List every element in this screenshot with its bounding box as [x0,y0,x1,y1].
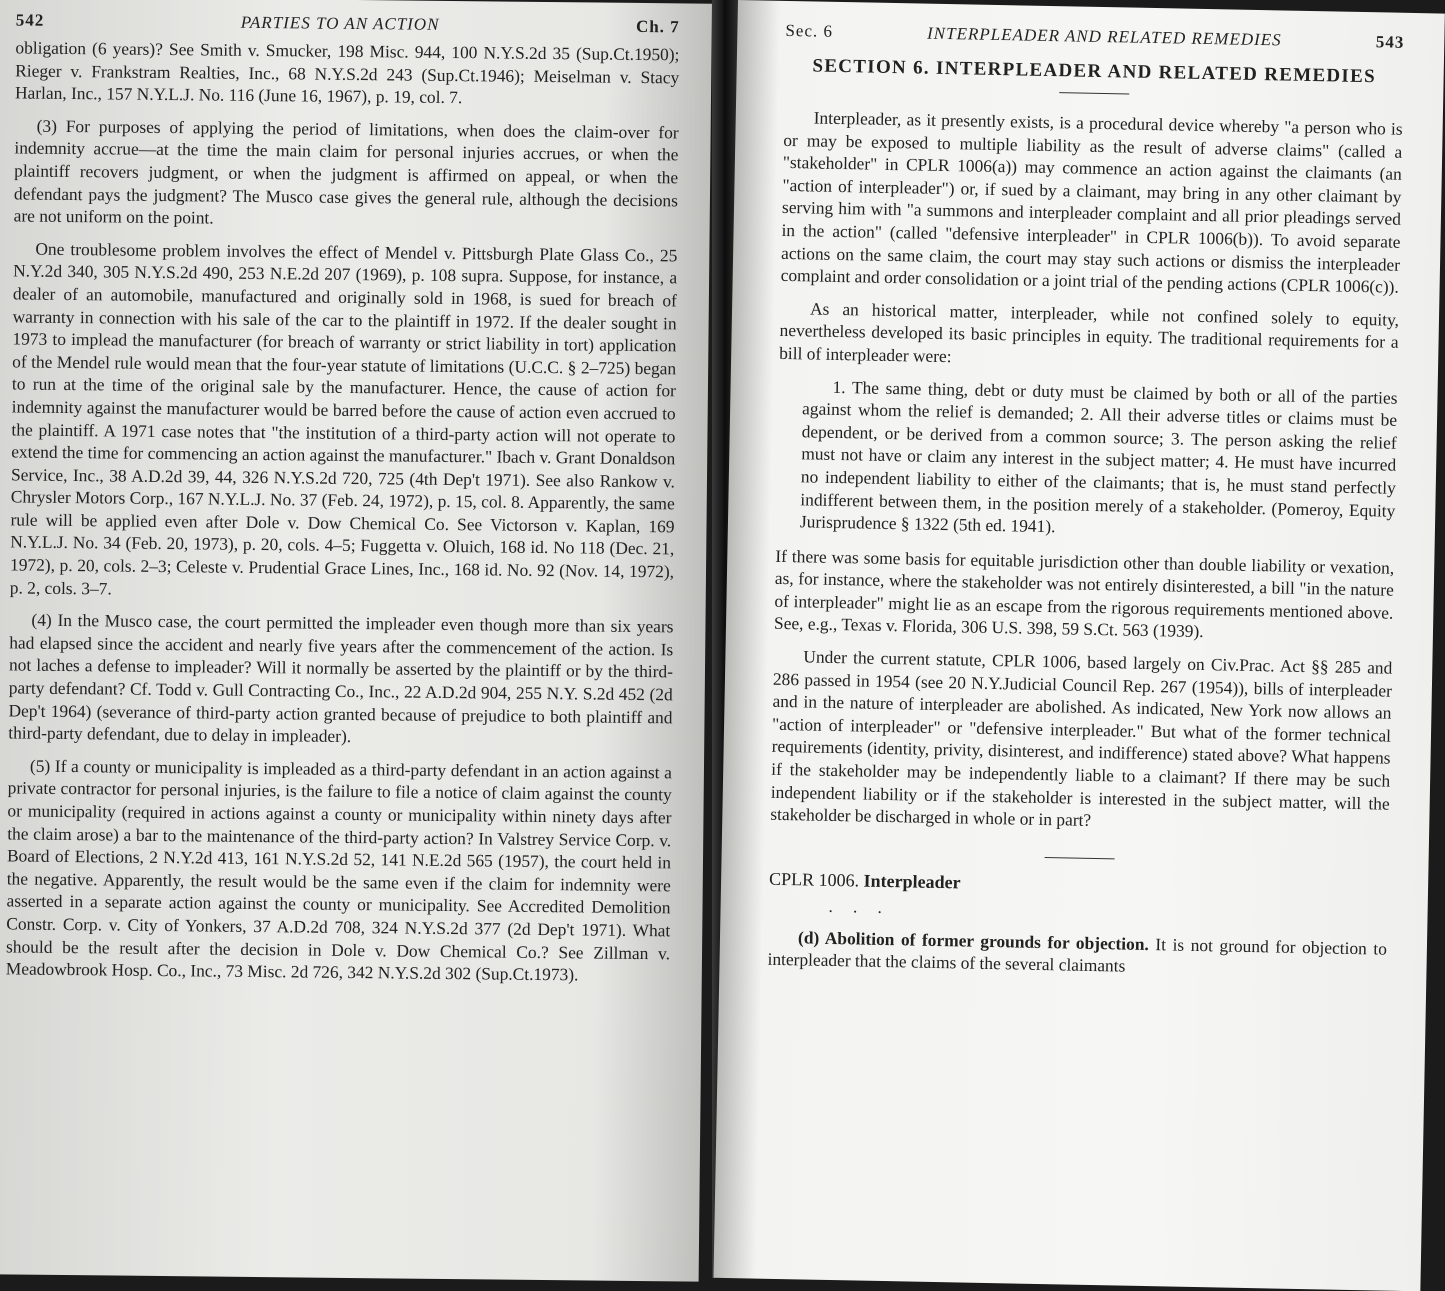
right-running-title: INTERPLEADER AND RELATED REMEDIES [926,23,1282,50]
left-paragraph: (4) In the Musco case, the court permitted the impleader even though more than six years had elapsed since the accident and nearly five years after the commencement of the action. Is not laches a defense to impleader? Will it normally be asserted by the plaintiff or by the third-party defendant? Cf. Todd v. Gull Contracting Co., Inc., 22 A.D.2d 904, 255 N.Y. S.2d 452 (2d Dep't 1964) (severance of third-party action granted because of prejudice to both plaintiff and third-party defendant, due to delay in impleader). [8,609,674,747]
right-paragraph: Interpleader, as it presently exists, is a procedural device whereby "a person who is or may be exposed to multiple liability as the result of adverse claims" (called a "stakeholder" in CPLR 1006(a)) may commence an action against the claimants (an "action of interpleader") or, if sued by a claimant, may bring in any other claimant by serving him with "a summons and interpleader complaint and all prior pleadings served in the action" (called "defensive interpleader" in CPLR 1006(b)). To avoid separate actions on the same claim, the court may stay such actions or dismiss the interpleader complaint and order consolidation or a joint trial of the pending actions (CPLR 1006(c)). [780,107,1403,297]
section-heading: SECTION 6. INTERPLEADER AND RELATED REMEDIES [812,55,1377,88]
right-paragraph: If there was some basis for equitable jurisdiction other than double liability or vexation, as, for instance, where the stakeholder was not entirely disinterested, a bill "in the nature of interpleader" might lie as an escape from the rigorous requirements mentioned above. See, e.g., Texas v. Florida, 306 U.S. 398, 59 S.Ct. 563 (1939). [773,545,1395,642]
right-paragraph: As an historical matter, interpleader, while not confined solely to equity, nevertheless developed its basic principles in equity. The traditional requirements for a bill of interpleader were: [779,298,1400,367]
quote-text: 1. The same thing, debt or duty must be claimed by both or all of the parties against whom the relief is demanded; 2. All their adverse titles or claims must be dependent, or be derived from a common source; 3. The person asking the relief must not have or claim any interest in the subject matter; 4. He must have incurred no independent liability to either of the claimants; that is, he must stand perfectly indifferent between them, in the position merely of a stakeholder. (Pomeroy, Equity Jurisprudence § 1322 (5th ed. 1941). [799,376,1398,537]
block-quote [800,375,1398,545]
ellipsis-dots: . . . [828,896,891,917]
chapter-label: Ch. 7 [635,16,680,37]
subsection-paragraph [767,926,1387,983]
right-page [713,0,1444,1291]
left-paragraph: obligation (6 years)? See Smith v. Smucker, 198 Misc. 944, 100 N.Y.S.2d 35 (Sup.Ct.1950); Rieger v. Frankstram Realties, Inc., 68 N.Y.S.2d 243 (Sup.Ct.1946); Meiselman v. Stacy Harlan, Inc., 157 N.Y.L.J. No. 116 (June 16, 1967), p. 19, col. 7. [14,37,680,108]
right-running-head [785,21,1404,53]
subsection-label: (d) Abolition of former grounds for objection. [797,927,1150,954]
section-rule [1044,857,1114,859]
left-paragraph: (5) If a county or municipality is impleaded as a third-party defendant in an action against a private contractor for personal injuries, is the failure to file a notice of claim against the county or municipality (required in actions against a county or municipality within ninety days after the claim arose) a bar to the maintenance of the third-party action? In Valstrey Service Corp. v. Board of Elections, 2 N.Y.2d 413, 161 N.Y.S.2d 52, 141 N.E.2d 565 (1957), the court held in the negative. Apparently, the result would be the same even if the claim for indemnity were asserted in a separate action against the county or municipality. See Accredited Demolition Constr. Corp. v. City of Yonkers, 37 A.D.2d 708, 324 N.Y.S.2d 377 (2d Dep't 1971). What should be the result after the decision in Dole v. Dow Chemical Co.? See Zillman v. Meadowbrook Hosp. Co., Inc., 73 Misc. 2d 726, 342 N.Y.S.2d 302 (Sup.Ct.1973). [5,755,673,985]
left-running-head [16,10,680,37]
left-page-number: 542 [15,10,45,30]
left-paragraph: One troublesome problem involves the effect of Mendel v. Pittsburgh Plate Glass Co., 25 N.Y.2d 340, 305 N.Y.S.2d 490, 253 N.E.2d 207 (1969), p. 108 supra. Suppose, for instance, a dealer of an automobile, manufactured and originally sold in 1968, is sued for breach of warranty in connection with his sale of the car to the plaintiff in 1972. If the dealer sought in 1973 to implead the manufacturer (for breach of warranty or strict liability in tort) application of the Mendel rule would mean that the four-year statute of limitations (U.C.C. § 2–725) began to run at the time of the original sale by the manufacturer. Hence, the cause of action for indemnity against the manufacturer would be barred before the cause of action even accrued to the plaintiff. A 1971 case notes that "the institution of a third-party action will not operate to extend the time for commencing an action against the manufacturer." Ibach v. Grant Donaldson Service, Inc., 38 A.D.2d 39, 44, 326 N.Y.S.2d 720, 725 (4th Dep't 1971). See also Rankow v. Chrysler Motors Corp., 167 N.Y.L.J. No. 37 (Feb. 24, 1972), p. 15, col. 8. Apparently, the same rule will be applied even after Dole v. Dow Chemical Co. See Victorson v. Kaplan, 169 N.Y.L.J. No. 34 (Feb. 20, 1973), p. 20, cols. 4–5; Fuggetta v. Oluich, 168 id. No 118 (Dec. 21, 1972), p. 20, cols. 2–3; Celeste v. Prudential Grace Lines, Inc., 168 id. No. 92 (Nov. 14, 1972), p. 2, cols. 3–7. [9,238,678,599]
right-page-number: 543 [1375,32,1405,52]
left-page [0,0,712,1282]
subsection-text: It is not ground for objection to interpleader that the claims of the several claimants [767,934,1388,977]
cplr-label: CPLR 1006. [768,868,860,891]
left-paragraph: (3) For purposes of applying the period of limitations, when does the claim-over for indemnity accrue—at the time the main claim for personal injuries accrues, or when the plaintiff recovers judgment, or when the judgment is affirmed on appeal, or when the defendant pays the judgment? The Musco case gives the general rule, although the decisions are not uniform on the point. [13,115,679,228]
heading-rule [1059,92,1129,94]
section-label: Sec. 6 [785,20,834,41]
left-running-title: PARTIES TO AN ACTION [240,12,440,34]
cplr-title: Interpleader [863,870,961,893]
right-paragraph: Under the current statute, CPLR 1006, based largely on Civ.Prac. Act §§ 285 and 286 passed in 1954 (see 20 N.Y.Judicial Council Rep. 267 (1954)), bills of interpleader and in the nature of interpleader are abolished. As indicated, New York now allows an "action of interpleader" or "defensive interpleader." But what of the former technical requirements (identity, privity, disinterest, and indifference) stated above? What happens if the stakeholder may be independently liable to a claimant? If there may be such independent liability or if the stakeholder is interested in the subject matter, will the stakeholder be discharged in whole or in part? [770,646,1393,831]
